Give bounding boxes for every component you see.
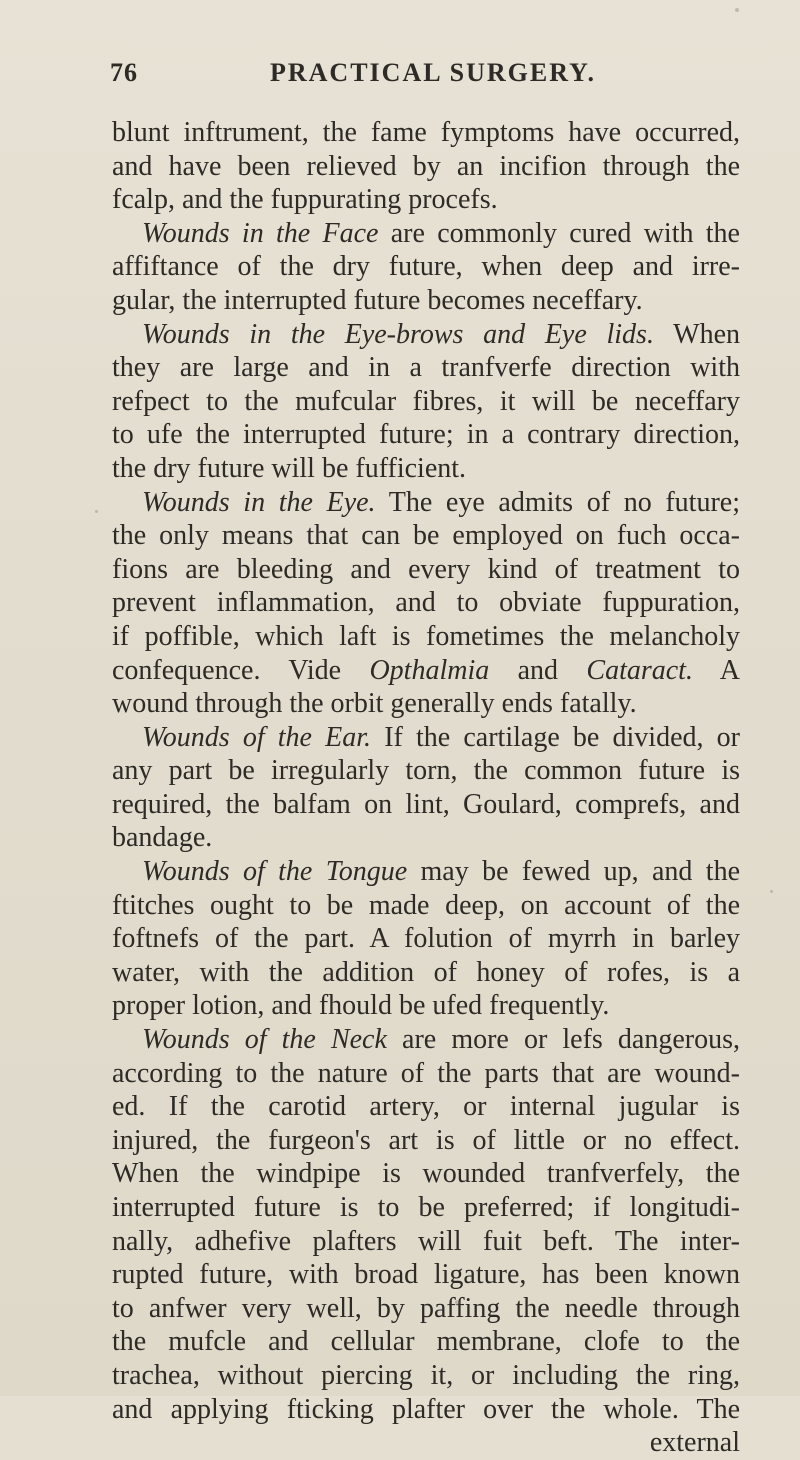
cross-reference: Cataract. (586, 654, 693, 686)
text-line: according to the nature of the parts that are wound- (112, 1057, 740, 1089)
section-heading: Wounds of the Ear. (142, 721, 372, 753)
text-line: nally, adhefive plafters will fuit beft. The inter- (112, 1225, 740, 1257)
text-line: and have been relieved by an incifion through the (112, 150, 740, 182)
text-line: When the windpipe is wounded tranfverfely, the (112, 1158, 740, 1190)
text-line: fions are bleeding and every kind of treatment to (112, 553, 740, 585)
text-line: water, with the addition of honey of rofes, is a (112, 956, 740, 988)
section-heading: Wounds in the Eye-brows and Eye lids. (142, 318, 654, 350)
text-line: any part be irregularly torn, the common future is (112, 755, 740, 787)
text-line-wounds-face: Wounds in the Face are commonly cured with the (142, 217, 740, 249)
text-line: rupted future, with broad ligature, has been known (112, 1259, 740, 1291)
text-line-wounds-neck: Wounds of the Neck are more or lefs dangerous, (142, 1024, 740, 1056)
text-line: trachea, without piercing it, or including the ring, (112, 1359, 740, 1391)
text-line: blunt inftrument, the fame fymptoms have occurred, (112, 117, 740, 148)
text-line-wounds-eyebrows: Wounds in the Eye-brows and Eye lids. When (142, 318, 740, 350)
text-line: bandage. (112, 822, 213, 854)
text-line-vide: confequence. Vide Opthalmia and Cataract. A (112, 654, 740, 686)
body-text (112, 116, 740, 1460)
text-line-wounds-ear: Wounds of the Ear. If the cartilage be divided, or (142, 721, 740, 753)
text-line: the mufcle and cellular membrane, clofe to the (112, 1326, 740, 1358)
text-line: interrupted future is to be preferred; if longitudi- (112, 1192, 740, 1223)
text-line-wounds-eye: Wounds in the Eye. The eye admits of no future; (142, 486, 740, 518)
text-line: they are large and in a tranfverfe direction with (112, 352, 740, 384)
text-line: prevent inflammation, and to obviate fuppuration, (112, 587, 740, 619)
text-line: ftitches ought to be made deep, on account of the (112, 889, 740, 921)
text-line: foftnefs of the part. A folution of myrrh in barley (112, 923, 740, 955)
catchword: external (649, 1427, 740, 1459)
text-line: the only means that can be employed on fuch occa- (112, 520, 740, 552)
text-line: refpect to the mufcular fibres, it will be neceffary (112, 385, 740, 417)
paper-speck (95, 510, 98, 513)
section-heading: Wounds in the Eye. (142, 486, 376, 518)
text-line: and applying fticking plafter over the whole. The (112, 1393, 740, 1425)
text-line: affiftance of the dry future, when deep and irre- (112, 251, 740, 283)
text-line: wound through the orbit generally ends fatally. (112, 688, 637, 720)
paper-speck (735, 8, 739, 12)
section-heading: Wounds of the Neck (142, 1024, 387, 1056)
text-line: proper lotion, and fhould be ufed frequently. (112, 990, 610, 1022)
running-head: PRACTICAL SURGERY. (270, 58, 596, 87)
text-line: fcalp, and the fuppurating procefs. (112, 184, 498, 216)
text-line: required, the balfam on lint, Goulard, comprefs, and (112, 788, 740, 820)
text-line: ed. If the carotid artery, or internal jugular is (112, 1091, 740, 1123)
page-header (110, 56, 750, 96)
section-heading: Wounds in the Face (142, 217, 379, 249)
text-line: to anfwer very well, by paffing the needle through (112, 1292, 740, 1324)
text-line: if poffible, which laft is fometimes the melancholy (112, 620, 740, 652)
cross-reference: Opthalmia (369, 654, 490, 686)
text-line: injured, the furgeon's art is of little or no effect. (112, 1124, 740, 1156)
text-line: to ufe the interrupted future; in a contrary direction, (112, 419, 740, 451)
page-number: 76 (110, 58, 138, 87)
paper-speck (455, 1300, 460, 1305)
text-line-wounds-tongue: Wounds of the Tongue may be fewed up, and the (142, 856, 740, 888)
paper-speck (770, 890, 773, 893)
section-heading: Wounds of the Tongue (142, 856, 408, 888)
text-line: the dry future will be fufficient. (112, 452, 467, 484)
text-line: gular, the interrupted future becomes neceffary. (112, 284, 643, 316)
